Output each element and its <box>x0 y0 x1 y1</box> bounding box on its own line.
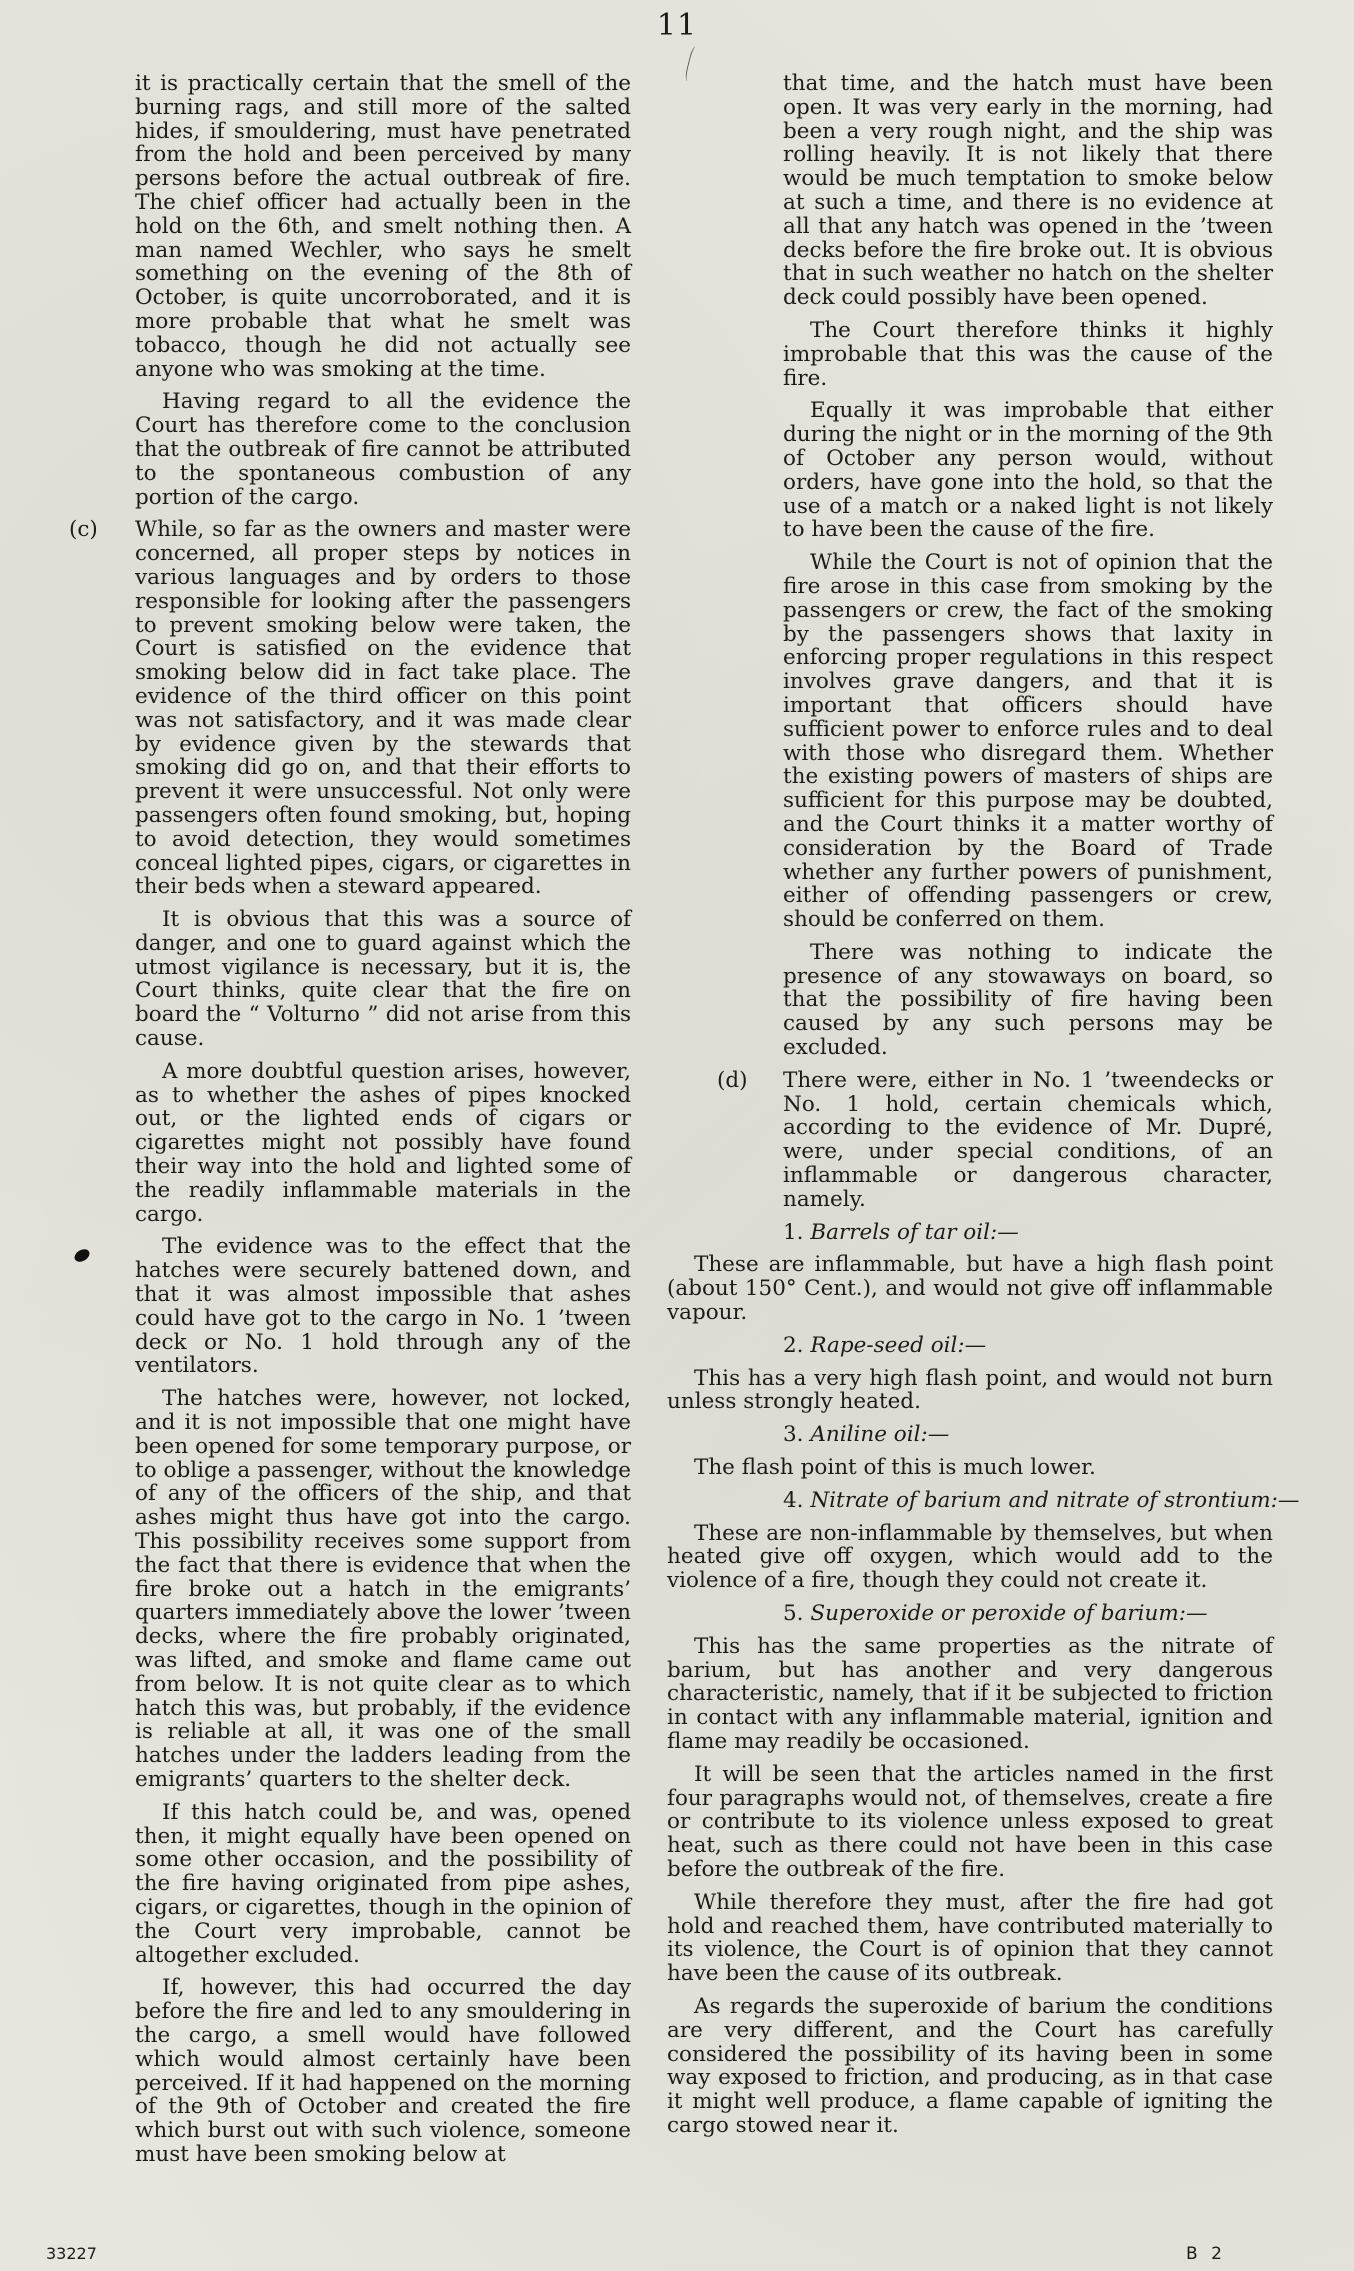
item-heading <box>783 1221 1354 1245</box>
paragraph-label: (d) <box>717 1067 748 1093</box>
item-body: As regards the superoxide of barium the conditions are very different, and the Court has carefully considered the possibility of its having been in some way exposed to friction, and producing, as in that case it might well produce, a flame capable of igniting the cargo stowed near it. <box>667 1993 1273 2138</box>
paragraph: The evidence was to the effect that the hatches were securely battened down, and that it was almost impossible that ashes could have got to the cargo in No. 1 ’tween deck or No. 1 hold through any of the ventilators. <box>135 1234 631 1379</box>
paragraph-text: While, so far as the owners and master were concerned, all proper steps by notices in various languages and by orders to those responsible for looking after the passengers to prevent smoking below were taken, the Court is satisfied on the evidence that smoking below did in fact take place. The evidence of the third officer on this point was not satisfactory, and it was made clear by evidence given by the stewards that smoking did go on, and that their efforts to prevent it were unsuccessful. Not only were passengers often found smoking, but, hoping to avoid detection, they would sometimes conceal lighted pipes, cigars, or cigarettes in their beds when a steward appeared. <box>135 517 631 900</box>
item-title: Barrels of tar oil:— <box>810 1219 1019 1245</box>
item-body: These are non-inflammable by themselves, but when heated give off oxygen, which would add to the violence of a fire, though they could not create it. <box>667 1520 1273 1594</box>
labeled-paragraph <box>69 517 631 900</box>
item-body: The flash point of this is much lower. <box>694 1455 1096 1481</box>
item-title: Rape-seed oil:— <box>810 1332 987 1358</box>
item-title: Nitrate of barium and nitrate of strontium:— <box>810 1487 1300 1513</box>
paragraph: The Court therefore thinks it highly improbable that this was the cause of the fire. <box>783 317 1273 391</box>
item-heading <box>783 1489 1354 1513</box>
paragraph: There was nothing to indicate the presence of any stowaways on board, so that the possibility of fire having been caused by any such persons may be excluded. <box>783 939 1273 1061</box>
pen-mark-icon <box>684 45 701 82</box>
item-number: 4. <box>783 1487 804 1513</box>
paragraph: that time, and the hatch must have been open. It was very early in the morning, had been a very rough night, and the ship was rolling heavily. It is not likely that there would be much temptation to smoke below at such a time, and there is no evidence at all that any hatch was opened in the ’tween decks before the fire broke out. It is obvious that in such weather no hatch on the shelter deck could possibly have been opened. <box>783 71 1273 311</box>
paragraph: it is practically certain that the smell of the burning rags, and still more of the salted hides, if smouldering, must have penetrated from the hold and been perceived by many persons before the actual outbreak of fire. The chief officer had actually been in the hold on the 6th, and smelt nothing then. A man named Wechler, who says he smelt something on the evening of the 8th of October, is quite uncorroborated, and it is more probable that what he smelt was tobacco, though he did not actually see anyone who was smoking at the time. <box>135 71 631 382</box>
ink-blot-icon <box>72 1247 91 1265</box>
footer-code: 33227 <box>46 2244 97 2263</box>
paragraph: If this hatch could be, and was, opened then, it might equally have been opened on some other occasion, and the possibility of the fire having originated from pipe ashes, cigars, or cigarettes, though in the opinion of the Court very improbable, cannot be altogether excluded. <box>135 1799 631 1968</box>
paragraph-label: (c) <box>69 517 98 543</box>
item-heading <box>783 1334 1354 1358</box>
page-number: 11 <box>656 8 698 43</box>
item-body: It will be seen that the articles named in the first four paragraphs would not, of themselves, create a fire or contribute to its violence unless exposed to great heat, such as there could not have been in this case before the outbreak of the fire. <box>667 1761 1273 1882</box>
item-number: 3. <box>783 1422 804 1448</box>
item-body: This has a very high flash point, and would not burn unless strongly heated. <box>667 1365 1273 1415</box>
paragraph-text: There were, either in No. 1 ’tweendecks or No. 1 hold, certain chemicals which, according to the evidence of Mr. Dupré, were, under special conditions, of an inflammable or dangerous character, namely. <box>783 1067 1273 1212</box>
paragraph: If, however, this had occurred the day before the fire and led to any smouldering in the cargo, a smell would have followed which would almost certainly have been perceived. If it had happened on the morning of the 9th of October and created the fire which burst out with such violence, someone must have been smoking below at <box>135 1975 631 2167</box>
item-body: While therefore they must, after the fire had got hold and reached them, have contributed materially to its violence, the Court is of opinion that they cannot have been the cause of its outbreak. <box>667 1889 1273 1987</box>
paragraph: The hatches were, however, not locked, and it is not impossible that one might have been opened for some temporary purpose, or to oblige a passenger, without the knowledge of any of the officers of the ship, and that ashes might thus have got into the cargo. This possibility receives some support from the fact that there is evidence that when the fire broke out a hatch in the emigrants’ quarters immediately above the lower ’tween decks, where the fire probably originated, was lifted, and smoke and flame came out from below. It is not quite clear as to which hatch this was, but probably, if the evidence is reliable at all, it was one of the small hatches under the ladders leading from the emigrants’ quarters to the shelter deck. <box>135 1386 631 1792</box>
paragraph: A more doubtful question arises, however, as to whether the ashes of pipes knocked out, or the lighted ends of cigars or cigarettes might not possibly have found their way into the hold and lighted some of the readily inflammable materials in the cargo. <box>135 1058 631 1227</box>
item-heading <box>783 1602 1354 1626</box>
item-body: This has the same properties as the nitrate of barium, but has another and very dangerous characteristic, namely, that if it be subjected to friction in contact with any inflammable material, ignition and flame may readily be occasioned. <box>667 1633 1273 1754</box>
right-column <box>667 71 1300 2147</box>
item-heading <box>783 1423 1354 1447</box>
item-title: Aniline oil:— <box>810 1422 950 1448</box>
paragraph: While the Court is not of opinion that the fire arose in this case from smoking by the passengers or crew, the fact of the smoking by the passengers shows that laxity in enforcing proper regulations in this respect involves grave dangers, and that it is important that officers should have sufficient power to enforce rules and to deal with those who disregard them. Whether the existing powers of masters of ships are sufficient for this purpose may be doubted, and the Court thinks it a matter worthy of consideration by the Board of Trade whether any further powers of punishment, either of offending passengers or crew, should be conferred on them. <box>783 550 1273 933</box>
item-title: Superoxide or peroxide of barium:— <box>810 1601 1208 1627</box>
item-body: These are inflammable, but have a high flash point (about 150° Cent.), and would not give off inflammable vapour. <box>667 1252 1273 1326</box>
item-number: 2. <box>783 1332 804 1358</box>
paragraph: Equally it was improbable that either during the night or in the morning of the 9th of October any person would, without orders, have gone into the hold, so that the use of a match or a naked light is not likely to have been the cause of the fire. <box>783 398 1273 543</box>
item-number: 1. <box>783 1219 804 1245</box>
paragraph: Having regard to all the evidence the Court has therefore come to the conclusion that the outbreak of fire cannot be attributed to the spontaneous combustion of any portion of the cargo. <box>135 389 631 510</box>
labeled-paragraph <box>717 1067 1273 1212</box>
left-column <box>69 71 631 2176</box>
footer-signature: B 2 <box>1186 2244 1226 2264</box>
item-number: 5. <box>783 1601 804 1627</box>
paragraph: It is obvious that this was a source of danger, and one to guard against which the utmost vigilance is necessary, but it is, the Court thinks, quite clear that the fire on board the “ Volturno ” did not arise from this cause. <box>135 907 631 1052</box>
